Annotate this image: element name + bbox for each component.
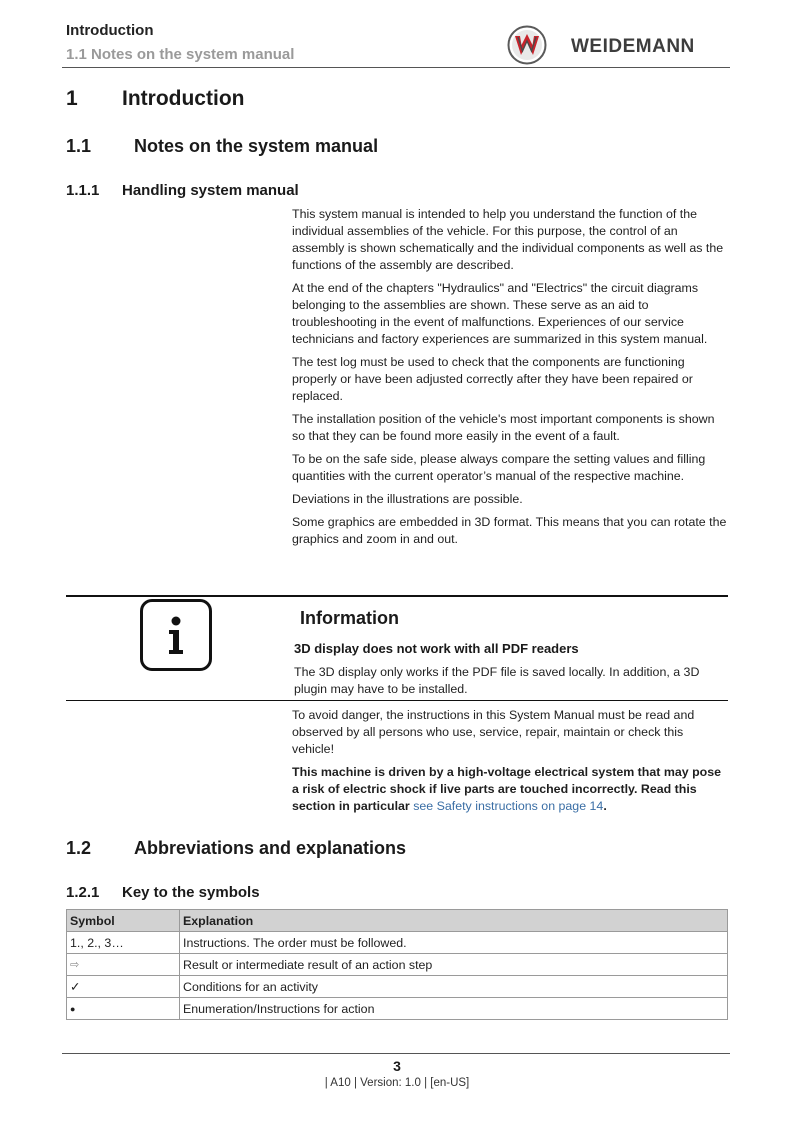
header-chapter: Introduction xyxy=(66,22,154,39)
warning-text: This machine is driven by a high-voltage electrical system that may pose a risk of electric shock if live parts are touched incorrectly. Read this section in particular xyxy=(292,765,722,813)
weidemann-logo-text: WEIDEMANN xyxy=(571,36,695,57)
table-row xyxy=(67,976,728,998)
subsection-title: Key to the symbols xyxy=(122,884,260,901)
paragraph: The installation position of the vehicle's most important components is shown so that they can be found more easily in the event of a fault. xyxy=(292,412,715,443)
document-version: | A10 | Version: 1.0 | [en-US] xyxy=(324,1077,470,1089)
chapter-number: 1 xyxy=(66,87,78,110)
section-title: Notes on the system manual xyxy=(134,136,379,156)
result-arrow-icon: ⇨ xyxy=(67,954,180,976)
paragraph: This system manual is intended to help you understand the function of the individual assemblies of the vehicle. For this purpose, the control of an assembly is shown schematically and the individual components as well as the functions of the assembly are described. xyxy=(292,207,724,272)
subsection-number: 1.1.1 xyxy=(66,182,100,199)
warning-paragraph xyxy=(292,764,728,815)
info-box-top-rule xyxy=(66,595,728,597)
checkmark-icon: ✓ xyxy=(67,976,180,998)
handling-manual-text xyxy=(292,206,728,554)
safety-instructions-link[interactable]: see Safety instructions on page 14 xyxy=(413,799,604,813)
chapter-title: Introduction xyxy=(122,87,245,110)
weidemann-w-logo-icon xyxy=(507,25,547,65)
header-section: 1.1 Notes on the system manual xyxy=(66,46,295,63)
section-number: 1.1 xyxy=(66,136,92,156)
explanation-cell: Result or intermediate result of an action step xyxy=(180,954,728,976)
info-subheading: 3D display does not work with all PDF readers xyxy=(294,641,579,656)
paragraph: To be on the safe side, please always compare the setting values and filling quantities with the current operator’s manual of the respective machine. xyxy=(292,452,706,483)
information-icon xyxy=(140,599,212,671)
explanation-cell: Instructions. The order must be followed. xyxy=(180,932,728,954)
header-divider xyxy=(62,67,730,68)
symbols-table xyxy=(66,909,728,1020)
symbol-cell: 1., 2., 3… xyxy=(67,932,180,954)
explanation-cell: Enumeration/Instructions for action xyxy=(180,998,728,1020)
info-text: The 3D display only works if the PDF file is saved locally. In addition, a 3D plugin may have to be installed. xyxy=(294,665,700,696)
bullet-icon: ● xyxy=(67,998,180,1020)
paragraph: To avoid danger, the instructions in this System Manual must be read and observed by all persons who use, service, repair, maintain or check this vehicle! xyxy=(292,708,695,756)
page-number: 3 xyxy=(393,1058,401,1074)
paragraph: Deviations in the illustrations are possible. xyxy=(292,492,523,506)
subsection-title: Handling system manual xyxy=(122,182,299,199)
paragraph: Some graphics are embedded in 3D format. This means that you can rotate the graphics and zoom in and out. xyxy=(292,515,727,546)
footer-divider xyxy=(62,1053,730,1054)
column-header: Explanation xyxy=(180,910,728,932)
paragraph: At the end of the chapters "Hydraulics" and "Electrics" the circuit diagrams belonging to the assemblies are shown. These serve as an aid to troubleshooting in the event of malfunctions. Experiences of our service technicians and factory experiences are summarized in this system manual. xyxy=(292,281,708,346)
section-number: 1.2 xyxy=(66,838,92,858)
table-row xyxy=(67,954,728,976)
warning-period: . xyxy=(603,799,607,813)
info-box-bottom-rule xyxy=(66,700,728,701)
column-header: Symbol xyxy=(67,910,180,932)
table-row xyxy=(67,998,728,1020)
explanation-cell: Conditions for an activity xyxy=(180,976,728,998)
section-title: Abbreviations and explanations xyxy=(134,838,407,858)
safety-text xyxy=(292,707,728,821)
table-row xyxy=(67,932,728,954)
subsection-number: 1.2.1 xyxy=(66,884,100,901)
paragraph: The test log must be used to check that the components are functioning properly or have been adjusted correctly after they have been repaired or replaced. xyxy=(292,355,693,403)
info-heading: Information xyxy=(300,608,399,628)
table-header-row xyxy=(67,910,728,932)
